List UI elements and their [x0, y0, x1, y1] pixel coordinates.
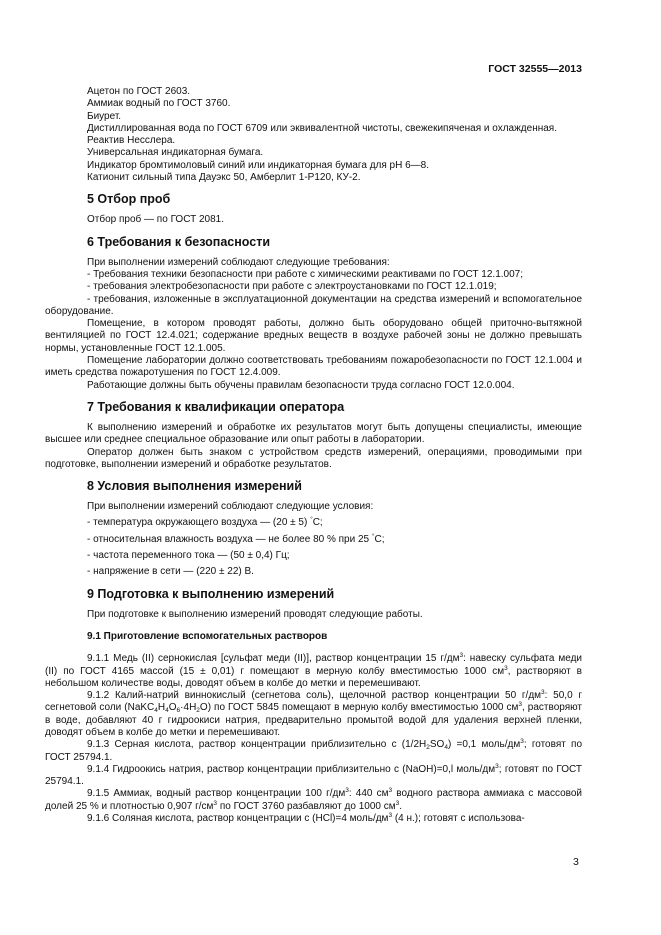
condition-temperature: - температура окружающего воздуха — (20 ± 5) °С; [87, 516, 323, 529]
paragraph: При выполнении измерений соблюдают следующие условия: [87, 501, 374, 513]
page-content [45, 86, 582, 825]
reagent-line: Ацетон по ГОСТ 2603. [87, 86, 191, 97]
section-9-heading: 9 Подготовка к выполнению измерений [87, 586, 335, 601]
reagent-line: Биурет. [87, 110, 122, 122]
reagent-line: Аммиак водный по ГОСТ 3760. [87, 98, 231, 110]
paragraph: - Требования техники безопасности при работе с химическими реактивами по ГОСТ 12.1.007; [87, 268, 524, 280]
paragraph: К выполнению измерений и обработке их результатов могут быть допущены специалисты, имеющие высшее или среднее специальное образование или опыт работы в лаборатории. [45, 421, 582, 446]
paragraph-9-1-1: 9.1.1 Медь (II) сернокислая [сульфат меди (II)], раствор концентрации 15 $г/дм^3$: навеску сульфата меди (II) по ГОСТ 4165 массой (15 ± 0,01) г помещают в мерную колбу вместимостью 1000 $см^3$, растворяют в небольшом количестве воды, доводят объем в колбе до метки и перемешивают. [45, 652, 582, 689]
section-8-heading: 8 Условия выполнения измерений [87, 479, 302, 494]
paragraph-9-1-4: 9.1.4 Гидроокись натрия, раствор концентрации приблизительно c (NaOH)=0,l моль/$дм^3$; готовят по ГОСТ 25794.1. [45, 762, 582, 788]
paragraph-9-1-3: 9.1.3 Серная кислота, раствор концентрации приблизительно c $(1/2H_2SO_4) =0,1$ моль/$дм^3$; готовят по ГОСТ 25794.1. [45, 738, 583, 763]
paragraph-9-1-2: 9.1.2 Калий-натрий виннокислый (сегнетова соль), щелочной раствор концентрации 50 $г/дм^3$: 50,0 г сегнетовой соли $(NaKC_4H_4O_6\cdot 4H_2O)$ по ГОСТ 5845 помещают в мерную колбу вместимостью 1000 $см^3$, растворяют в воде, добавляют 40 г гидроокиси натрия, предварительно промытой водой для удаления верхней пленки, доводят объем в колбе до метки и перемешивают. [45, 689, 582, 738]
paragraph: Помещение лаборатории должно соответствовать требованиям пожаробезопасности по ГОСТ 12.1.004 и иметь средства пожаротушения по ГОСТ 12.4.009. [45, 355, 582, 379]
paragraph-9-1-6: 9.1.6 Соляная кислота, раствор концентрации с (HCl)=4 моль/$дм^3$ (4 н.); готовят с использова- [87, 812, 525, 825]
paragraph: При подготовке к выполнению измерений проводят следующие работы. [87, 608, 423, 620]
reagent-line: Катионит сильный типа Дауэкс 50, Амберлит 1-Р120, КУ-2. [87, 172, 361, 184]
subsection-9-1-heading: 9.1 Приготовление вспомогательных растворов [87, 630, 328, 642]
condition-frequency: - частота переменного тока — (50 ± 0,4) Гц; [87, 550, 290, 562]
paragraph: - требования электробезопасности при работе с электроустановками по ГОСТ 12.1.019; [87, 281, 497, 293]
page-number: 3 [573, 856, 579, 868]
paragraph: При выполнении измерений соблюдают следующие требования: [87, 256, 390, 268]
reagent-line: Реактив Несслера. [87, 135, 176, 147]
condition-humidity: - относительная влажность воздуха — не более 80 % при 25 °С; [87, 532, 385, 545]
section-5-heading: 5 Отбор проб [87, 192, 171, 207]
paragraph: - требования, изложенные в эксплуатационной документации на средства измерений и вспомогательное оборудование. [45, 293, 582, 317]
paragraph-9-1-5: 9.1.5 Аммиак, водный раствор концентрации 100 $г/дм^3$: 440 $см^3$ водного раствора аммиака с массовой долей 25 % и плотностью 0,907 $г/см^3$ по ГОСТ 3760 разбавляют до 1000 $см^3$. [45, 787, 582, 812]
reagent-line: Универсальная индикаторная бумага. [87, 147, 264, 159]
paragraph: Работающие должны быть обучены правилам безопасности труда согласно ГОСТ 12.0.004. [87, 379, 515, 391]
paragraph: Помещение, в котором проводят работы, должно быть оборудовано общей приточно-вытяжной вентиляцией по ГОСТ 12.4.021; содержание вредных веществ в воздухе рабочей зоны не должно превышать нормы, установленные ГОСТ 12.1.005. [45, 318, 582, 354]
paragraph: Оператор должен быть знаком с устройством средств измерений, операциями, проводимыми при подготовке, выполнении измерений и обработке результатов. [45, 446, 582, 470]
doc-code-header: ГОСТ 32555—2013 [488, 63, 582, 75]
reagent-line: Индикатор бромтимоловый синий или индикаторная бумага для pH 6—8. [87, 159, 430, 171]
reagent-line: Дистиллированная вода по ГОСТ 6709 или эквивалентной чистоты, свежекипяченая и охлажденная. [87, 122, 558, 134]
section-6-heading: 6 Требования к безопасности [87, 234, 271, 249]
section-5-text: Отбор проб — по ГОСТ 2081. [87, 214, 224, 226]
section-7-heading: 7 Требования к квалификации оператора [87, 399, 345, 414]
condition-voltage: - напряжение в сети — (220 ± 22) В. [87, 566, 254, 578]
